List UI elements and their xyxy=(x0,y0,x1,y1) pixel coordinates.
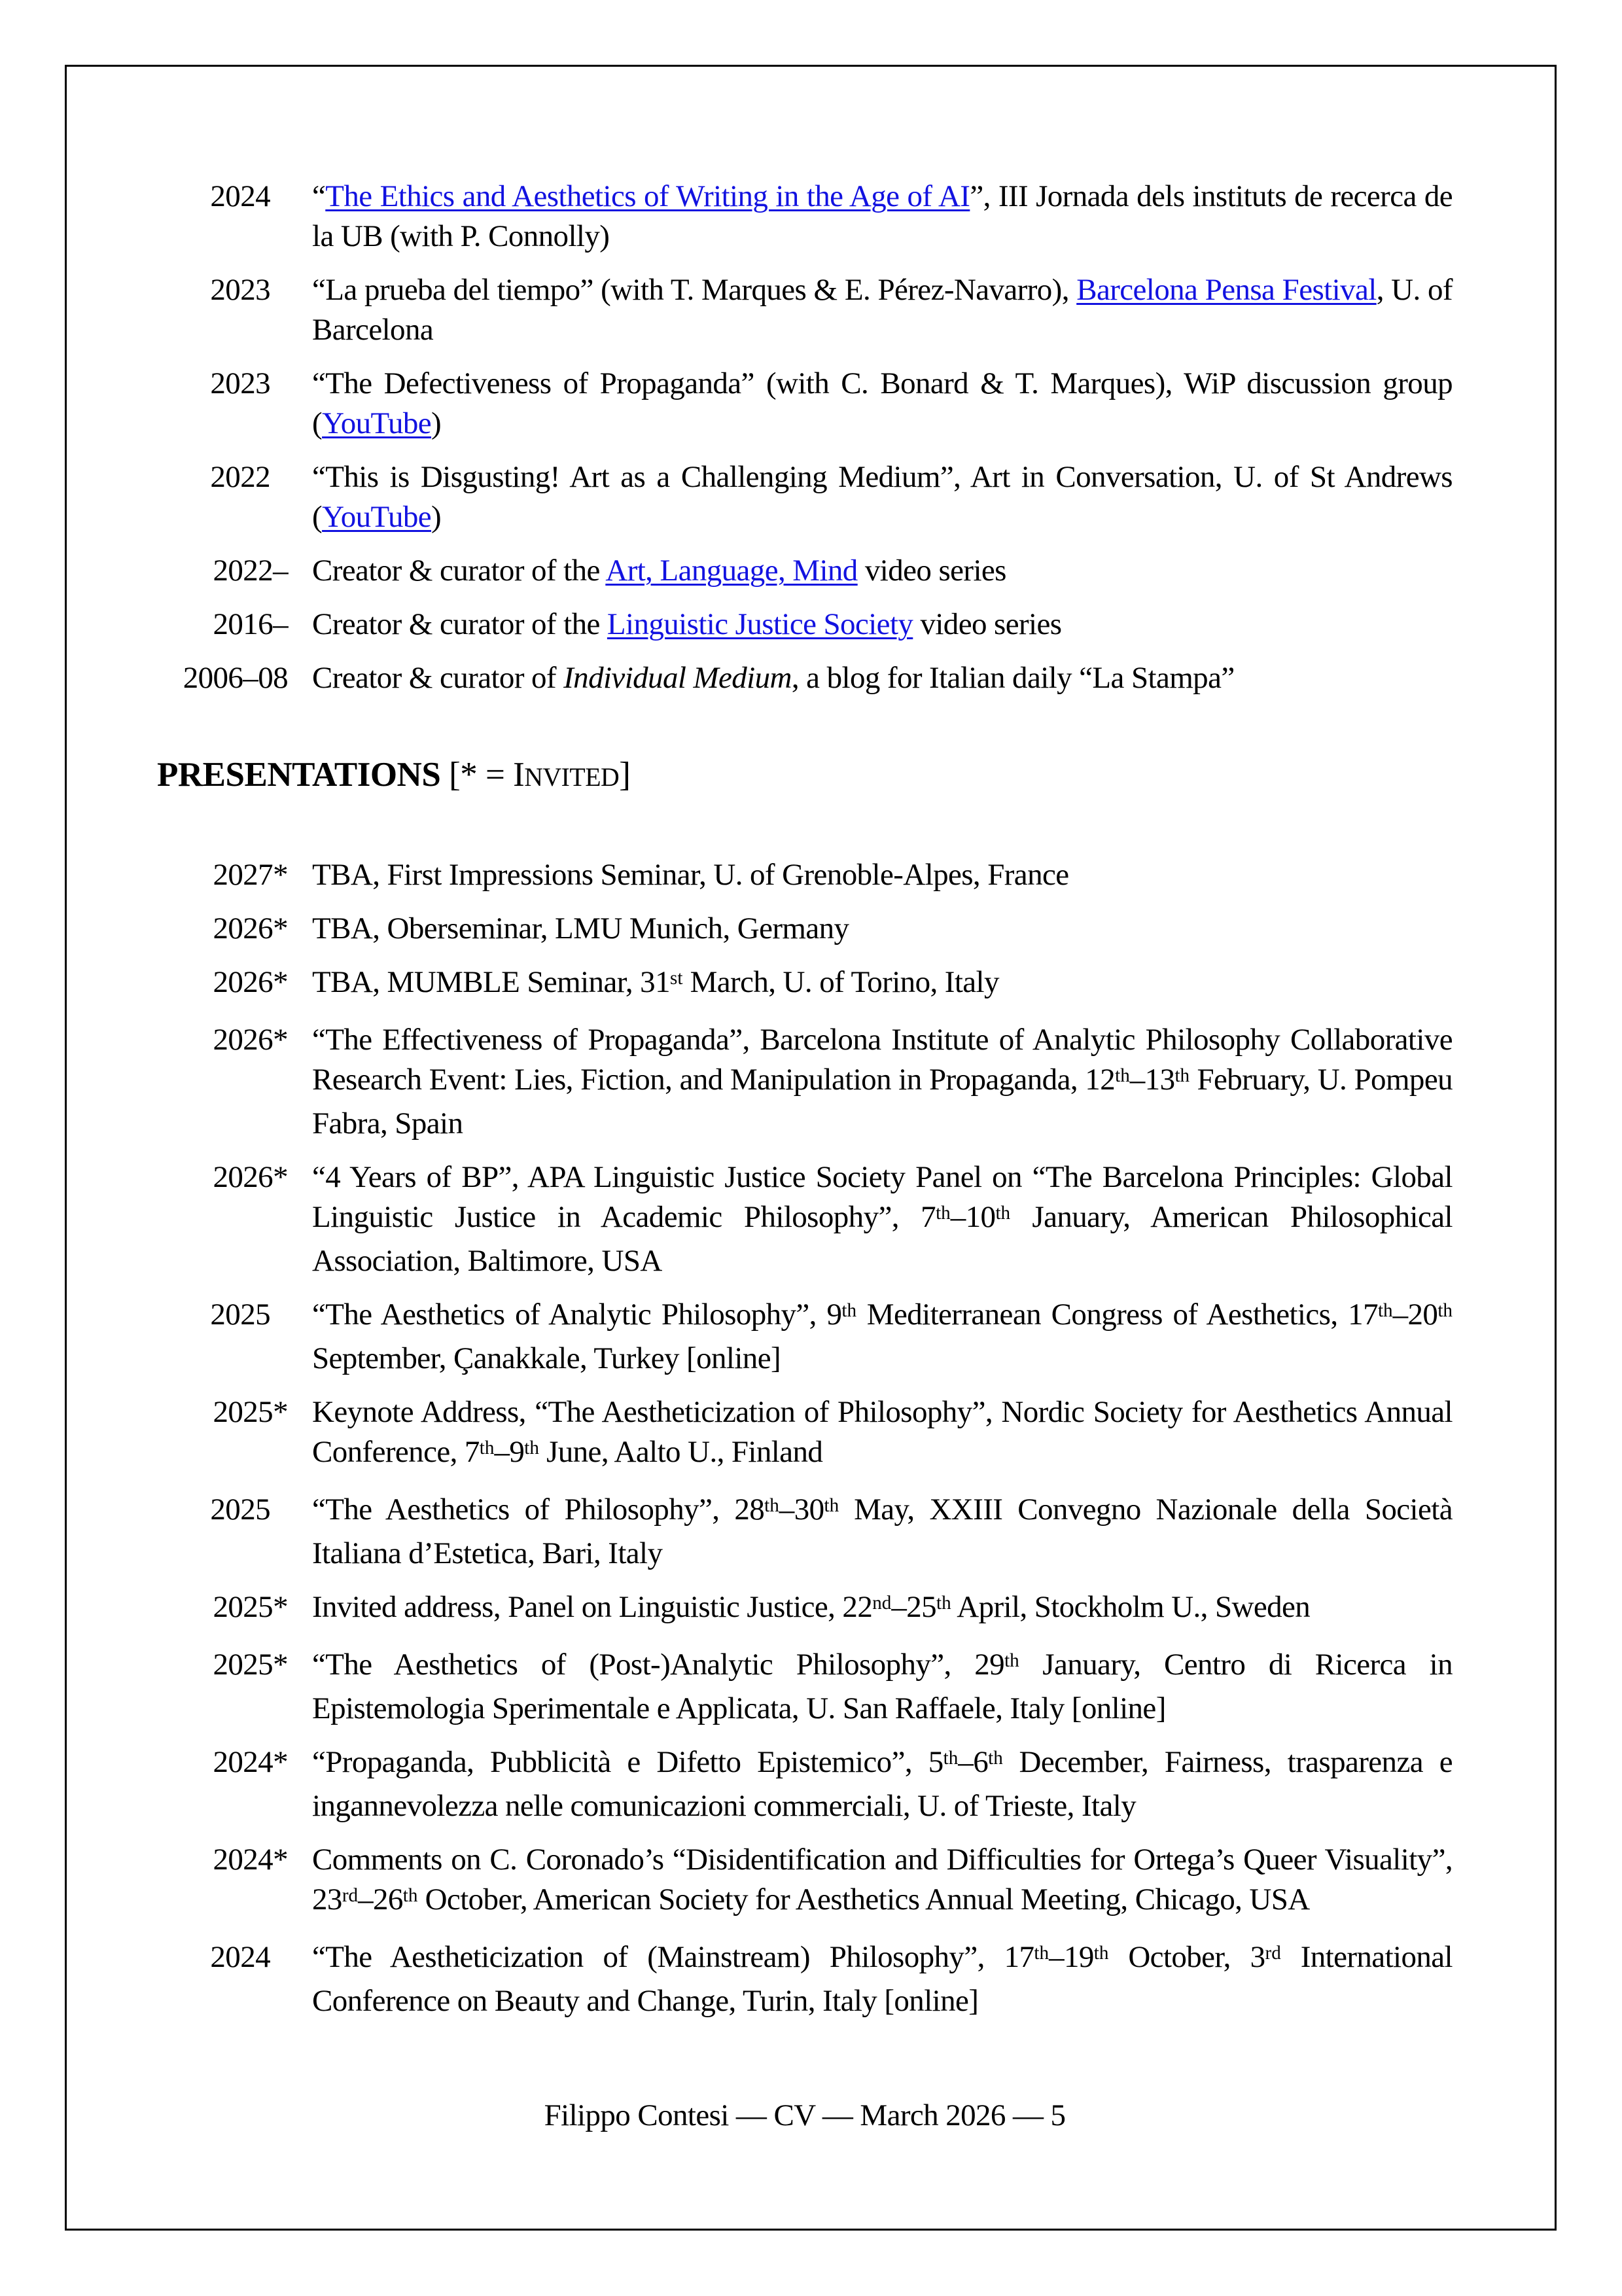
ordinal-suffix: th xyxy=(936,1202,951,1224)
ordinal-suffix: th xyxy=(1437,1299,1453,1321)
text-segment: video series xyxy=(913,607,1062,641)
entry-text xyxy=(312,1157,1453,1281)
entry-text xyxy=(312,1937,1453,2021)
entry-text xyxy=(312,1295,1453,1379)
entry-row xyxy=(157,1937,1453,2021)
entry-year: 2024 xyxy=(210,1940,270,1974)
entry-row xyxy=(157,855,1453,895)
text-segment: “The Aesthetics of Analytic Philosophy”, 9 xyxy=(312,1298,842,1332)
link[interactable]: Linguistic Justice Society xyxy=(607,607,913,641)
text-segment: “La prueba del tiempo” (with T. Marques & E. Pérez-Navarro), xyxy=(312,273,1077,307)
text-segment: –13 xyxy=(1129,1063,1175,1097)
entry-row xyxy=(157,1020,1453,1144)
entry-text xyxy=(312,855,1453,895)
text-segment: Mediterranean Congress of Aesthetics, 17 xyxy=(856,1298,1378,1332)
page-footer: Filippo Contesi — CV — March 2026 — 5 xyxy=(544,2098,1066,2132)
entry-year: 2025 xyxy=(210,1298,270,1332)
text-segment: –10 xyxy=(950,1200,996,1234)
heading-invited-rest: NVITED xyxy=(524,763,620,792)
ordinal-suffix: th xyxy=(824,1494,839,1516)
entry-list xyxy=(157,855,1453,2021)
entry-row xyxy=(157,457,1453,537)
entry-year: 2025 xyxy=(210,1492,270,1527)
link[interactable]: Barcelona Pensa Festival xyxy=(1076,273,1377,307)
italic-text: Individual Medium xyxy=(563,661,792,695)
link[interactable]: The Ethics and Aesthetics of Writing in the Age of AI xyxy=(325,179,970,213)
text-segment: January, Centro di Ricerca in Epistemologia Sperimentale e Applicata, U. San Raffaele, Italy [online] xyxy=(312,1648,1453,1725)
text-segment: “The Defectiveness of Propaganda” (with C. Bonard & T. Marques), WiP discussion group ( xyxy=(312,366,1453,440)
entry-row xyxy=(157,551,1453,591)
entry-row xyxy=(157,1587,1453,1631)
entry-text xyxy=(312,177,1453,256)
entry-text xyxy=(312,1840,1453,1924)
ordinal-suffix: th xyxy=(764,1494,779,1516)
text-segment: February, U. Pompeu Fabra, Spain xyxy=(312,1063,1453,1140)
text-segment: “The Aestheticization of (Mainstream) Philosophy”, 17 xyxy=(312,1940,1034,1974)
entry-year: 2024* xyxy=(213,1745,288,1779)
entry-row xyxy=(157,963,1453,1006)
entry-year: 2025* xyxy=(213,1648,288,1682)
text-segment: “The Aesthetics of Philosophy”, 28 xyxy=(312,1492,765,1527)
entry-text xyxy=(312,1587,1453,1631)
entry-row xyxy=(157,1295,1453,1379)
text-segment: September, Çanakkale, Turkey [online] xyxy=(312,1341,781,1375)
entry-year: 2006–08 xyxy=(183,661,288,695)
text-segment: ”, III Jornada dels instituts de recerca de la UB (with P. Connolly) xyxy=(312,179,1453,253)
section-heading-presentations xyxy=(157,752,1453,800)
entry-year: 2025* xyxy=(213,1590,288,1624)
ordinal-suffix: th xyxy=(1004,1650,1019,1671)
text-segment: “Propaganda, Pubblicità e Difetto Epistemico”, 5 xyxy=(312,1745,943,1779)
ordinal-suffix: th xyxy=(936,1592,951,1614)
section-presentations xyxy=(157,752,1453,2021)
text-segment: “ xyxy=(312,179,326,213)
text-segment: TBA, Oberseminar, LMU Munich, Germany xyxy=(312,911,849,945)
ordinal-suffix: th xyxy=(1377,1299,1393,1321)
text-segment: International Conference on Beauty and Change, Turin, Italy [online] xyxy=(312,1940,1453,2018)
entry-year: 2024 xyxy=(210,179,270,213)
heading-bracket-open: [* = xyxy=(440,756,514,794)
entry-row xyxy=(157,1490,1453,1574)
text-segment: October, 3 xyxy=(1108,1940,1265,1974)
text-segment: “The Aesthetics of (Post-)Analytic Philosophy”, 29 xyxy=(312,1648,1005,1682)
entry-text xyxy=(312,1490,1453,1574)
entry-year: 2023 xyxy=(210,366,270,400)
link[interactable]: YouTube xyxy=(322,406,432,440)
entry-text xyxy=(312,1020,1453,1144)
entry-row xyxy=(157,605,1453,645)
entry-row xyxy=(157,364,1453,444)
text-segment: –25 xyxy=(891,1590,937,1624)
ordinal-suffix: th xyxy=(995,1202,1011,1224)
heading-invited-key xyxy=(440,756,630,794)
entry-text xyxy=(312,963,1453,1006)
text-segment: Creator & curator of the xyxy=(312,554,606,588)
link[interactable]: YouTube xyxy=(322,500,432,534)
entry-year: 2016– xyxy=(213,607,288,641)
text-segment: ) xyxy=(431,406,442,440)
entry-year: 2023 xyxy=(210,273,270,307)
entry-row xyxy=(157,1840,1453,1924)
ordinal-suffix: th xyxy=(402,1884,418,1906)
text-segment: TBA, First Impressions Seminar, U. of Grenoble-Alpes, France xyxy=(312,858,1069,892)
ordinal-suffix: th xyxy=(1174,1065,1190,1086)
text-segment: Creator & curator of the xyxy=(312,607,607,641)
entry-list xyxy=(157,177,1453,698)
link[interactable]: Art, Language, Mind xyxy=(605,554,858,588)
entry-year: 2022 xyxy=(210,460,270,494)
ordinal-suffix: th xyxy=(479,1437,495,1458)
entry-row xyxy=(157,177,1453,256)
entry-row xyxy=(157,1645,1453,1729)
text-segment: –26 xyxy=(358,1882,403,1916)
entry-text xyxy=(312,909,1453,949)
entry-text xyxy=(312,1645,1453,1729)
text-segment: May, XXIII Convegno Nazionale della Società Italiana d’Estetica, Bari, Italy xyxy=(312,1492,1453,1570)
entry-year: 2025* xyxy=(213,1395,288,1429)
entry-text xyxy=(312,1742,1453,1826)
entry-text xyxy=(312,551,1453,591)
entry-row xyxy=(157,909,1453,949)
ordinal-suffix: rd xyxy=(342,1884,359,1906)
ordinal-suffix: th xyxy=(943,1747,959,1769)
entry-year: 2026* xyxy=(213,1160,288,1194)
text-segment: –30 xyxy=(779,1492,824,1527)
ordinal-suffix: th xyxy=(524,1437,539,1458)
heading-title: PRESENTATIONS xyxy=(157,756,441,794)
text-segment: March, U. of Torino, Italy xyxy=(682,965,999,999)
text-segment: video series xyxy=(857,554,1006,588)
ordinal-suffix: nd xyxy=(872,1592,892,1614)
entry-year: 2022– xyxy=(213,554,288,588)
text-segment: TBA, MUMBLE Seminar, 31 xyxy=(312,965,670,999)
heading-invited-initial: I xyxy=(513,756,525,794)
text-segment: June, Aalto U., Finland xyxy=(538,1435,823,1469)
text-segment: “4 Years of BP”, APA Linguistic Justice Society Panel on “The Barcelona Principles: Global Linguistic Justice in Academic Philosophy”, 7 xyxy=(312,1160,1453,1234)
text-segment: Keynote Address, “The Aestheticization of Philosophy”, Nordic Society for Aesthetics Annual Conference, 7 xyxy=(312,1395,1453,1469)
text-segment: –20 xyxy=(1392,1298,1438,1332)
entry-year: 2026* xyxy=(213,965,288,999)
text-segment: Invited address, Panel on Linguistic Justice, 22 xyxy=(312,1590,873,1624)
entry-year: 2027* xyxy=(213,858,288,892)
entry-row xyxy=(157,1157,1453,1281)
text-segment: January, American Philosophical Association, Baltimore, USA xyxy=(312,1200,1453,1278)
ordinal-suffix: th xyxy=(841,1299,857,1321)
entry-row xyxy=(157,1742,1453,1826)
text-segment: Comments on C. Coronado’s “Disidentification and Difficulties for Ortega’s Queer Visuality”, 23 xyxy=(312,1843,1453,1916)
text-segment: April, Stockholm U., Sweden xyxy=(951,1590,1311,1624)
entry-text xyxy=(312,364,1453,444)
ordinal-suffix: th xyxy=(1093,1942,1109,1964)
text-segment: “The Effectiveness of Propaganda”, Barcelona Institute of Analytic Philosophy Collaborative Research Event: Lies, Fiction, and Manipulation in Propaganda, 12 xyxy=(312,1023,1453,1097)
page-content xyxy=(157,177,1453,2035)
ordinal-suffix: th xyxy=(1034,1942,1049,1964)
heading-bracket-close: ] xyxy=(619,756,631,794)
text-segment: December, Fairness, trasparenza e ingannevolezza nelle comunicazioni commerciali, U. of Trieste, Italy xyxy=(312,1745,1453,1823)
text-segment: –9 xyxy=(494,1435,525,1469)
text-segment: , a blog for Italian daily “La Stampa” xyxy=(791,661,1235,695)
text-segment: , U. of Barcelona xyxy=(312,273,1453,347)
entry-year: 2024* xyxy=(213,1843,288,1877)
entry-text xyxy=(312,270,1453,350)
entry-text xyxy=(312,605,1453,645)
entry-row xyxy=(157,270,1453,350)
entry-text xyxy=(312,1392,1453,1476)
entry-text xyxy=(312,457,1453,537)
text-segment: –19 xyxy=(1049,1940,1094,1974)
text-segment: ) xyxy=(431,500,442,534)
text-segment: –6 xyxy=(958,1745,989,1779)
ordinal-suffix: th xyxy=(1115,1065,1130,1086)
entry-text xyxy=(312,658,1453,698)
section-media-outreach-continued xyxy=(157,177,1453,698)
entry-row xyxy=(157,1392,1453,1476)
entry-row xyxy=(157,658,1453,698)
entry-year: 2026* xyxy=(213,911,288,945)
text-segment: October, American Society for Aesthetics Annual Meeting, Chicago, USA xyxy=(417,1882,1310,1916)
text-segment: “This is Disgusting! Art as a Challenging Medium”, Art in Conversation, U. of St Andrews ( xyxy=(312,460,1453,534)
ordinal-suffix: th xyxy=(988,1747,1003,1769)
text-segment: Creator & curator of xyxy=(312,661,564,695)
ordinal-suffix: st xyxy=(670,967,683,989)
entry-year: 2026* xyxy=(213,1023,288,1057)
ordinal-suffix: rd xyxy=(1265,1942,1281,1964)
